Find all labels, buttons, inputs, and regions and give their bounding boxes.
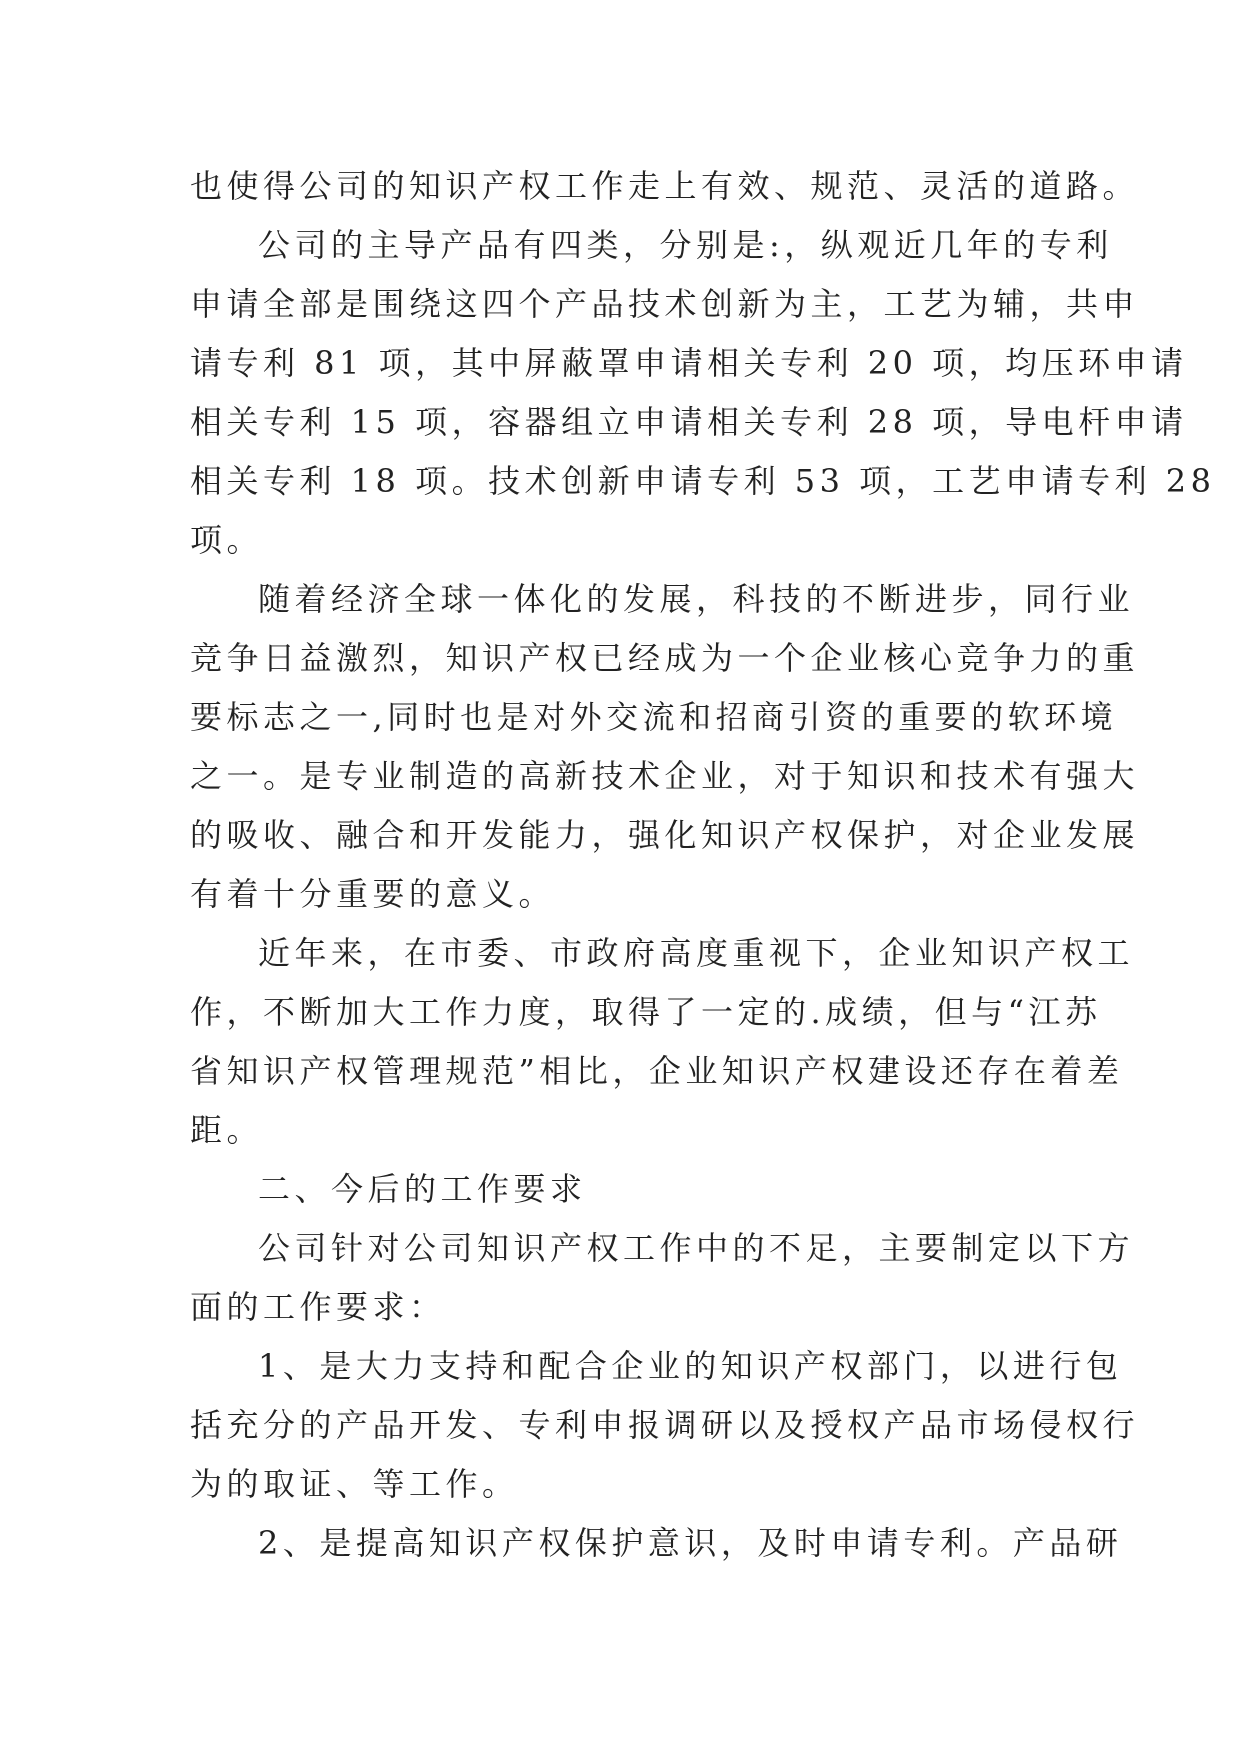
text-line: 也使得公司的知识产权工作走上有效、规范、灵活的道路。 (190, 167, 1140, 205)
text-line: 有着十分重要的意义。 (190, 875, 556, 913)
text-line: 近年来，在市委、市政府高度重视下，企业知识产权工 (258, 934, 1135, 972)
list-item: 1、是大力支持和配合企业的知识产权部门，以进行包 (258, 1347, 1123, 1385)
text-line: 括充分的产品开发、专利申报调研以及授权产品市场侵权行 (190, 1406, 1140, 1444)
text-line: 项。 (190, 521, 264, 559)
text-line: 相关专利 15 项，容器组立申请相关专利 28 项，导电杆申请 (190, 403, 1188, 441)
text-line: 随着经济全球一体化的发展，科技的不断进步，同行业 (258, 580, 1135, 618)
text-line: 请专利 81 项，其中屏蔽罩申请相关专利 20 项，均压环申请 (190, 344, 1188, 382)
text-line: 作，不断加大工作力度，取得了一定的.成绩，但与“江苏 (190, 993, 1102, 1031)
text-line: 公司的主导产品有四类，分别是:，纵观近几年的专利 (258, 226, 1113, 264)
text-line: 相关专利 18 项。技术创新申请专利 53 项，工艺申请专利 28 (190, 462, 1216, 500)
text-line: 申请全部是围绕这四个产品技术创新为主，工艺为辅，共申 (190, 285, 1140, 323)
text-line: 为的取证、等工作。 (190, 1465, 519, 1503)
document-body (190, 157, 1216, 1573)
text-line: 面的工作要求： (190, 1288, 446, 1326)
text-line: 距。 (190, 1111, 264, 1149)
list-item: 2、是提高知识产权保护意识，及时申请专利。产品研 (258, 1524, 1123, 1562)
text-line: 公司针对公司知识产权工作中的不足，主要制定以下方 (258, 1229, 1135, 1267)
text-line: 省知识产权管理规范”相比，企业知识产权建设还存在着差 (190, 1052, 1124, 1090)
text-line: 要标志之一,同时也是对外交流和招商引资的重要的软环境 (190, 698, 1118, 736)
text-line: 竞争日益激烈，知识产权已经成为一个企业核心竞争力的重 (190, 639, 1140, 677)
section-heading: 二、今后的工作要求 (258, 1170, 587, 1208)
text-line: 的吸收、融合和开发能力，强化知识产权保护，对企业发展 (190, 816, 1140, 854)
text-line: 之一。是专业制造的高新技术企业，对于知识和技术有强大 (190, 757, 1140, 795)
